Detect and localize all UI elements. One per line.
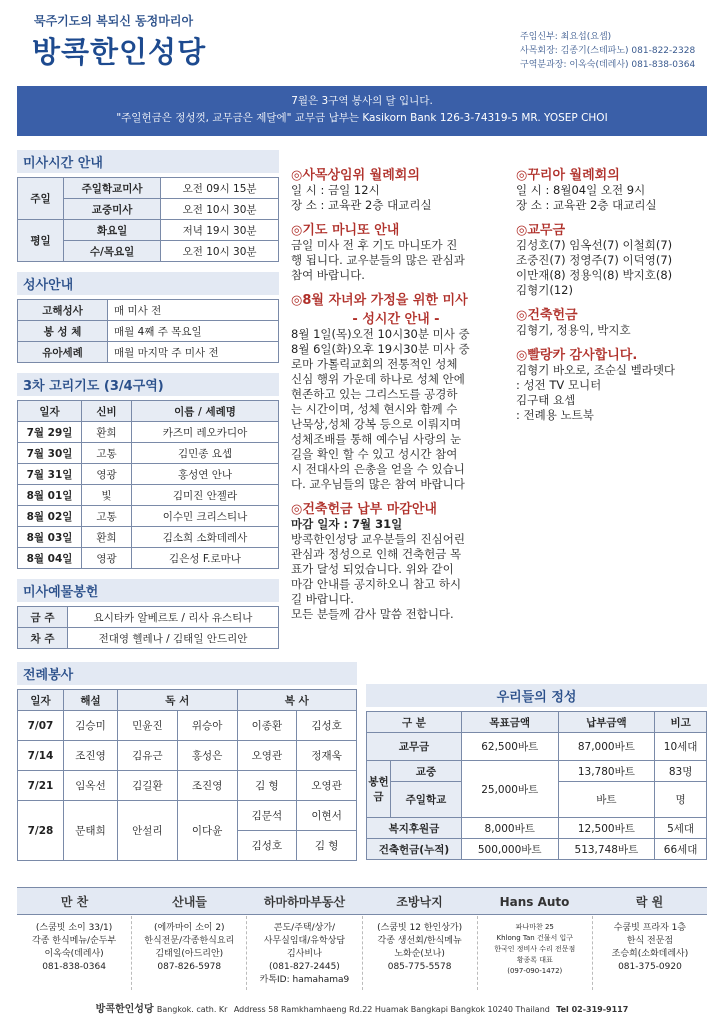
flowers-cell: 요시타카 알베르토 / 리사 유스티나 xyxy=(68,607,279,628)
rosary-cell: 8월 01일 xyxy=(18,485,82,506)
text-line: 다. 교우님들의 많은 참여 바랍니다 xyxy=(291,477,465,491)
rosary-title: 3차 고리기도 (3/4구역) xyxy=(17,373,279,396)
detail-line: 콘도/주택/상가/ xyxy=(273,923,336,933)
liturgy-title: 전례봉사 xyxy=(17,662,357,685)
mass-title: 미사시간 안내 xyxy=(17,150,279,173)
detail-line: (081-827-2445) xyxy=(269,962,340,972)
liturgy-table xyxy=(17,689,357,861)
text-line: 8월 1일(목)오전 10시30분 미사 중 xyxy=(291,327,470,341)
offering-cell: 복지후원금 xyxy=(367,818,462,839)
text-line: 김형기(12) xyxy=(516,283,573,297)
liturgy-cell: 임옥선 xyxy=(64,771,118,801)
liturgy-cell: 홍성은 xyxy=(177,741,237,771)
rosary-header: 이름 / 세례명 xyxy=(132,401,279,422)
section-text xyxy=(291,327,501,492)
text-line: 시 전대사의 은총을 얻을 수 있습니 xyxy=(291,462,465,476)
offering-cell: 25,000바트 xyxy=(461,761,558,818)
rosary-cell: 환희 xyxy=(82,422,132,443)
staff-district: 구역분과장: 이옥숙(데레사) 081-838-0364 xyxy=(520,60,696,70)
offering-header: 납부금액 xyxy=(558,712,655,733)
offering-header: 비고 xyxy=(655,712,707,733)
detail-line: 한국인 정비사 수리 전문점 xyxy=(494,945,576,953)
liturgy-cell: 조진영 xyxy=(64,741,118,771)
offering-cell: 83명 xyxy=(655,761,707,782)
sponsor-name: 하마하마부동산 xyxy=(263,895,346,909)
offering-cell: 62,500바트 xyxy=(461,733,558,761)
liturgy-header: 일자 xyxy=(18,690,64,711)
text-line: 모든 분들께 감사 말씀 전합니다. xyxy=(291,607,454,621)
text-line: 조중진(7) 정영주(7) 이덕영(7) xyxy=(516,253,673,267)
rosary-cell: 카즈미 레오카디아 xyxy=(132,422,279,443)
section-title: ◎건축헌금 xyxy=(516,308,578,323)
rosary-cell: 김민종 요셉 xyxy=(132,443,279,464)
liturgy-cell: 김유근 xyxy=(118,741,178,771)
parish-title: 방콕한인성당 xyxy=(32,35,207,69)
sacrament-cell: 고해성사 xyxy=(18,300,108,321)
rosary-header: 일자 xyxy=(18,401,82,422)
detail-line: 조승희(소화데레사) xyxy=(611,949,689,959)
text-line: 방콕한인성당 교우분들의 진심어린 xyxy=(291,532,465,546)
offering-cell: 8,000바트 xyxy=(461,818,558,839)
section-subtitle: 마감 일자 : 7월 31일 xyxy=(291,517,403,531)
section-title: ◎8월 자녀와 가정을 위한 미사 xyxy=(291,293,468,308)
offering-section xyxy=(366,684,707,860)
sacrament-cell: 봉 성 체 xyxy=(18,321,108,342)
text-line: 김형기, 정용익, 박지호 xyxy=(516,323,631,337)
text-line: 표가 달성 되었습니다. 위와 같이 xyxy=(291,562,454,576)
offering-cell: 10세대 xyxy=(655,733,707,761)
text-line: 참여 바랍니다. xyxy=(291,268,365,282)
liturgy-cell: 7/14 xyxy=(18,741,64,771)
mass-cell: 평일 xyxy=(18,220,64,262)
liturgy-cell: 김길환 xyxy=(118,771,178,801)
liturgy-cell: 김 형 xyxy=(297,831,357,861)
offering-cell: 바트 xyxy=(558,782,655,818)
detail-line: (097-090-1472) xyxy=(507,967,563,975)
rosary-cell: 고통 xyxy=(82,443,132,464)
liturgy-cell: 7/07 xyxy=(18,711,64,741)
rosary-cell: 김소희 소화데레사 xyxy=(132,527,279,548)
flowers-cell: 차 주 xyxy=(18,628,68,649)
sponsor-name: 조방낙지 xyxy=(396,895,443,909)
offering-cell: 명 xyxy=(655,782,707,818)
text-line: 김성호(7) 임옥선(7) 이철희(7) xyxy=(516,238,673,252)
text-line: 일 시 : 금일 12시 xyxy=(291,183,380,197)
mass-cell: 오전 10시 30분 xyxy=(161,199,279,220)
detail-line: 이옥숙(데레사) xyxy=(44,949,104,959)
footer-tel: Tel 02-319-9117 xyxy=(556,1005,629,1014)
text-line: 로마 가톨릭교회의 전통적인 성체 xyxy=(291,357,458,371)
text-line: 8월 6일(화)오후 19시30분 미사 중 xyxy=(291,342,470,356)
rosary-header: 신비 xyxy=(82,401,132,422)
detail-line: 각종 생선회/한식메뉴 xyxy=(377,936,462,946)
text-line: 행 됩니다. 교우분들의 많은 관심과 xyxy=(291,253,465,267)
banner-line1: 7월은 3구역 봉사의 달 입니다. xyxy=(291,95,433,107)
sacrament-table xyxy=(17,299,279,363)
sponsor-name: Hans Auto xyxy=(499,895,570,909)
rosary-cell: 8월 03일 xyxy=(18,527,82,548)
detail-line: 황종록 대표 xyxy=(516,956,553,964)
rosary-cell: 이수민 크리스티나 xyxy=(132,506,279,527)
liturgy-cell: 이다윤 xyxy=(177,801,237,861)
sacrament-cell: 유아세례 xyxy=(18,342,108,363)
sponsor-names xyxy=(17,887,707,915)
mass-cell: 오전 09시 15분 xyxy=(161,178,279,199)
text-line: 장 소 : 교육관 2층 대교리실 xyxy=(291,198,432,212)
text-line: 신심 행위 가운데 하나로 성체 안에 xyxy=(291,372,465,386)
sponsor-detail xyxy=(247,916,362,990)
footer-name: 방콕한인성당 xyxy=(95,1004,154,1015)
offering-cell: 513,748바트 xyxy=(558,839,655,860)
liturgy-cell: 이현서 xyxy=(297,801,357,831)
section-text xyxy=(516,363,711,423)
sponsor-detail xyxy=(363,916,478,990)
detail-line: 각종 한식메뉴/순두부 xyxy=(32,936,117,946)
mass-table xyxy=(17,177,279,262)
footer-address: Address 58 Ramkhamhaeng Rd.22 Huamak Bangkapi Bangkok 10240 Thailand xyxy=(233,1005,550,1014)
left-column xyxy=(17,150,279,649)
liturgy-section xyxy=(17,662,357,861)
liturgy-cell: 김성호 xyxy=(237,831,297,861)
text-line: : 성전 TV 모니터 xyxy=(516,378,602,392)
offering-cell: 주일학교 xyxy=(391,782,462,818)
detail-line: 파나마찬 25 xyxy=(515,923,554,931)
rosary-table xyxy=(17,400,279,569)
rosary-cell: 7월 30일 xyxy=(18,443,82,464)
detail-line: 085-775-5578 xyxy=(387,962,452,972)
text-line: 관심과 정성으로 인해 건축헌금 목 xyxy=(291,547,462,561)
staff-president: 사목회장: 김종기(스테파노) 081-822-2328 xyxy=(520,46,696,56)
detail-line: 081-838-0364 xyxy=(42,962,106,972)
detail-line: Khlong Tan 건물서 입구 xyxy=(496,934,573,942)
liturgy-header: 해설 xyxy=(64,690,118,711)
right-column xyxy=(516,164,711,423)
sponsor-detail xyxy=(478,916,593,990)
liturgy-cell: 조진영 xyxy=(177,771,237,801)
liturgy-cell: 민윤진 xyxy=(118,711,178,741)
text-line: 이만재(8) 정용익(8) 박지호(8) xyxy=(516,268,673,282)
sponsor-name: 산내들 xyxy=(172,895,207,909)
flowers-cell: 금 주 xyxy=(18,607,68,628)
sacrament-cell: 매월 마지막 주 미사 전 xyxy=(108,342,279,363)
offering-header: 구 분 xyxy=(367,712,462,733)
rosary-cell: 고통 xyxy=(82,506,132,527)
detail-line: 081-375-0920 xyxy=(618,962,682,972)
section-text xyxy=(291,532,501,622)
section-title: ◎교무금 xyxy=(516,223,566,238)
text-line: 는 시간이며, 성체 현시와 함께 수 xyxy=(291,402,458,416)
section-title: ◎꾸리아 월례회의 xyxy=(516,168,620,183)
rosary-cell: 김미진 안젤라 xyxy=(132,485,279,506)
sponsor-name: 만 찬 xyxy=(60,895,89,909)
rosary-cell: 김은성 F.로마나 xyxy=(132,548,279,569)
detail-line: (스쿰빗 소이 33/1) xyxy=(35,923,113,933)
rosary-cell: 8월 02일 xyxy=(18,506,82,527)
liturgy-cell: 김문석 xyxy=(237,801,297,831)
flowers-title: 미사예물봉헌 xyxy=(17,579,279,602)
mass-cell: 수/목요일 xyxy=(64,241,161,262)
offering-cell: 66세대 xyxy=(655,839,707,860)
offering-cell: 교중 xyxy=(391,761,462,782)
offering-table xyxy=(366,711,707,860)
liturgy-cell: 오영관 xyxy=(297,771,357,801)
detail-line: 김사비나 xyxy=(287,949,322,959)
section-text xyxy=(291,183,501,213)
liturgy-cell: 문태희 xyxy=(64,801,118,861)
text-line: 김구태 요셉 xyxy=(516,393,576,407)
offering-group: 봉헌금 xyxy=(367,761,391,818)
rosary-cell: 빛 xyxy=(82,485,132,506)
staff-priest: 주임신부: 최요섭(요셉) xyxy=(520,32,612,42)
staff-info xyxy=(520,30,695,72)
liturgy-cell: 오영관 xyxy=(237,741,297,771)
mass-cell: 화요일 xyxy=(64,220,161,241)
detail-line: (에까마이 소이 2) xyxy=(153,923,225,933)
footer-eng: Bangkok. cath. Kr xyxy=(156,1005,228,1014)
sacrament-title: 성사안내 xyxy=(17,272,279,295)
text-line: 일 시 : 8월04일 오전 9시 xyxy=(516,183,646,197)
rosary-cell: 8월 04일 xyxy=(18,548,82,569)
text-line: 길 바랍니다. xyxy=(291,592,354,606)
middle-column xyxy=(291,164,501,622)
liturgy-cell: 7/28 xyxy=(18,801,64,861)
sponsor-detail xyxy=(132,916,247,990)
liturgy-header: 복 사 xyxy=(237,690,357,711)
text-line: 현존하고 있는 그리스도를 공경하 xyxy=(291,387,458,401)
liturgy-cell: 안설리 xyxy=(118,801,178,861)
detail-line: 김태일(아드리안) xyxy=(155,949,224,959)
offering-cell: 건축헌금(누적) xyxy=(367,839,462,860)
section-title: ◎사목상임위 월례회의 xyxy=(291,168,420,183)
rosary-cell: 7월 29일 xyxy=(18,422,82,443)
text-line: 길을 확인 할 수 있고 성시간 참여 xyxy=(291,447,458,461)
flowers-table xyxy=(17,606,279,649)
liturgy-cell: 이종환 xyxy=(237,711,297,741)
mass-cell: 오전 10시 30분 xyxy=(161,241,279,262)
text-line: 김형기 바오로, 조순실 벨라뎃다 xyxy=(516,363,676,377)
detail-line: 카톡ID: hamahama9 xyxy=(259,975,350,985)
liturgy-cell: 위승아 xyxy=(177,711,237,741)
sponsor-name: 락 원 xyxy=(635,895,664,909)
rosary-cell: 환희 xyxy=(82,527,132,548)
rosary-cell: 홍성연 안나 xyxy=(132,464,279,485)
offering-cell: 13,780바트 xyxy=(558,761,655,782)
text-line: : 전례용 노트북 xyxy=(516,408,594,422)
offering-cell: 12,500바트 xyxy=(558,818,655,839)
section-text xyxy=(516,238,711,298)
rosary-cell: 7월 31일 xyxy=(18,464,82,485)
text-line: 장 소 : 교육관 2층 대교리실 xyxy=(516,198,657,212)
text-line: 마감 안내를 공지하오니 참고 하시 xyxy=(291,577,462,591)
section-text xyxy=(291,238,501,283)
detail-line: 수쿰빗 프라자 1층 xyxy=(613,923,687,933)
rosary-cell: 영광 xyxy=(82,548,132,569)
section-text xyxy=(516,323,711,338)
offering-title: 우리들의 정성 xyxy=(366,684,707,707)
liturgy-cell: 정재욱 xyxy=(297,741,357,771)
liturgy-header: 독 서 xyxy=(118,690,238,711)
section-title: ◎기도 마니또 안내 xyxy=(291,223,400,238)
text-line: 성체조배를 통해 예수님 사랑의 눈 xyxy=(291,432,462,446)
text-line: 금일 미사 전 후 기도 마니또가 진 xyxy=(291,238,458,252)
detail-line: 노화순(보나) xyxy=(394,949,445,959)
section-title: ◎건축헌금 납부 마감안내 xyxy=(291,502,437,517)
mass-cell: 주일학교미사 xyxy=(64,178,161,199)
section-subtitle: - 성시간 안내 - xyxy=(352,312,440,327)
sacrament-cell: 매 미사 전 xyxy=(108,300,279,321)
banner-line2: "주일헌금은 정성껏, 교무금은 제달에" 교무금 납부는 Kasikorn Bank 126-3-74319-5 MR. YOSEP CHOI xyxy=(116,112,608,124)
detail-line: (스쿰빗 12 한인상가) xyxy=(377,923,463,933)
rosary-cell: 영광 xyxy=(82,464,132,485)
detail-line: 한식 전문점 xyxy=(626,936,674,946)
flowers-cell: 전대영 헬레나 / 김태일 안드리안 xyxy=(68,628,279,649)
section-text xyxy=(516,183,711,213)
liturgy-cell: 김승미 xyxy=(64,711,118,741)
mass-cell: 교중미사 xyxy=(64,199,161,220)
sponsor-details xyxy=(17,916,707,990)
mass-cell: 주일 xyxy=(18,178,64,220)
liturgy-cell: 김성호 xyxy=(297,711,357,741)
liturgy-cell: 김 형 xyxy=(237,771,297,801)
footer xyxy=(0,1000,724,1015)
mass-cell: 저녁 19시 30분 xyxy=(161,220,279,241)
offering-cell: 87,000바트 xyxy=(558,733,655,761)
offering-cell: 5세대 xyxy=(655,818,707,839)
sponsor-detail xyxy=(17,916,132,990)
sponsor-detail xyxy=(593,916,707,990)
offering-header: 목표금액 xyxy=(461,712,558,733)
liturgy-cell: 7/21 xyxy=(18,771,64,801)
offering-cell: 교무금 xyxy=(367,733,462,761)
detail-line: 한식전문/각종한식요리 xyxy=(144,936,235,946)
offering-cell: 500,000바트 xyxy=(461,839,558,860)
section-title: ◎빨랑카 감사합니다. xyxy=(516,348,638,363)
detail-line: 사무실임대/유학상담 xyxy=(263,936,346,946)
slogan: 묵주기도의 복되신 동정마리아 xyxy=(34,14,194,28)
detail-line: 087-826-5978 xyxy=(157,962,222,972)
notice-banner xyxy=(17,86,707,136)
sacrament-cell: 매월 4째 주 목요일 xyxy=(108,321,279,342)
text-line: 난묵상,성체 강복 등으로 이뤄지며 xyxy=(291,417,462,431)
